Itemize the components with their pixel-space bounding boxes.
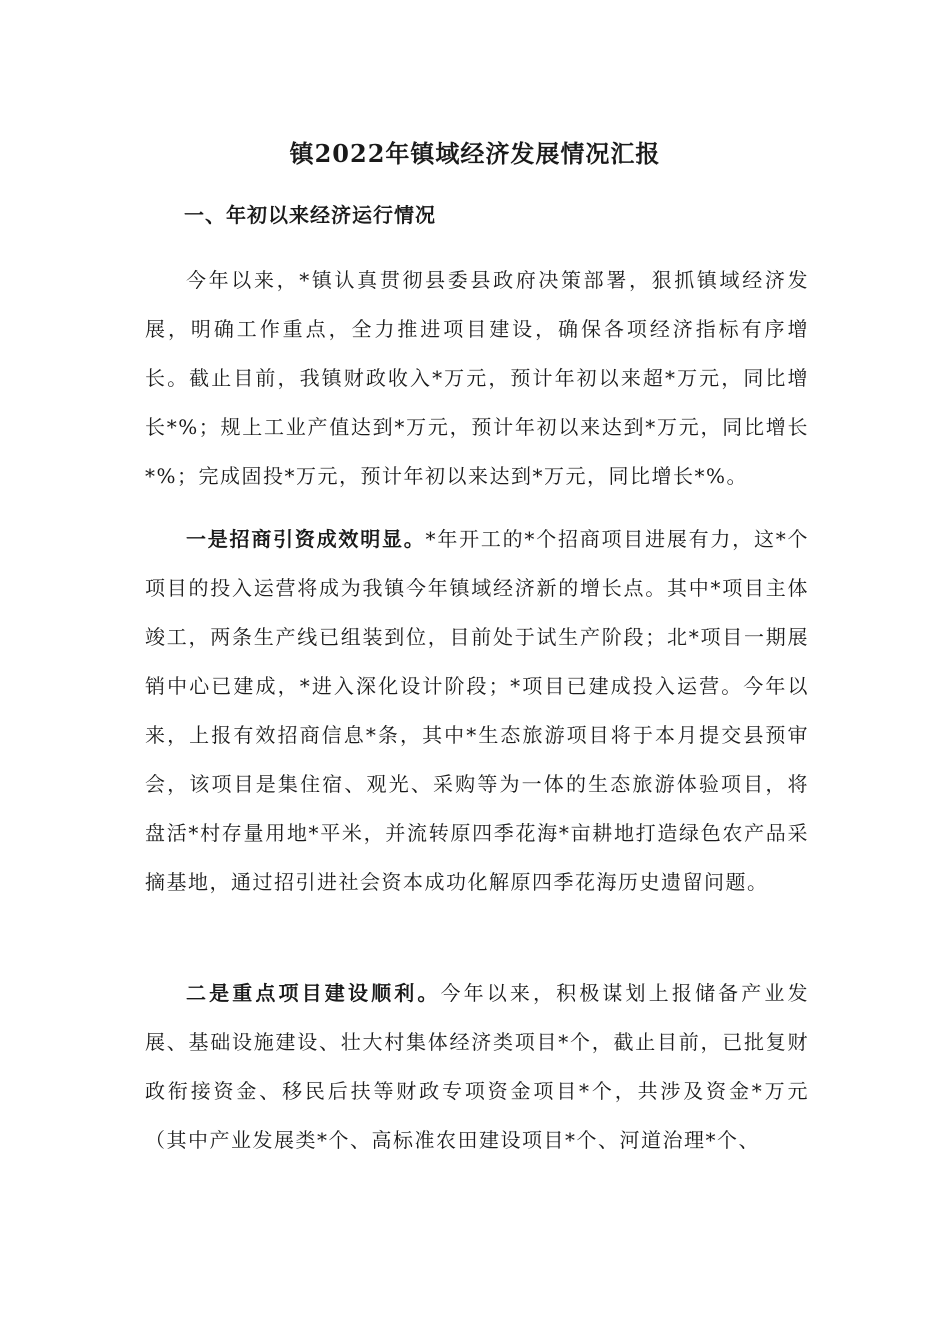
- paragraph-lead: 二是重点项目建设顺利。: [186, 981, 441, 1005]
- document-title: 镇2022年镇域经济发展情况汇报: [289, 139, 661, 168]
- paragraph-text: *年开工的*个招商项目进展有力，这*个项目的投入运营将成为我镇今年镇域经济新的增长点。其中*项目主体竣工，两条生产线已组装到位，目前处于试生产阶段；北*项目一期展销中心已建成，*进入深化设计阶段；*项目已建成投入运营。今年以来，上报有效招商信息*条，其中*生态旅游项目将于本月提交县预审会，该项目是集住宿、观光、采购等为一体的生态旅游体验项目，将盘活*村存量用地*平米，并流转原四季花海*亩耕地打造绿色农产品采摘基地，通过招引进社会资本成功化解原四季花海历史遗留问题。: [145, 527, 810, 894]
- paragraph-economic-overview: [145, 256, 809, 501]
- section-heading: 一、年初以来经济运行情况: [184, 203, 436, 227]
- paragraph-text: 今年以来，*镇认真贯彻县委县政府决策部署，狠抓镇域经济发展，明确工作重点，全力推进项目建设，确保各项经济指标有序增长。截止目前，我镇财政收入*万元，预计年初以来超*万元，同比增长*%；规上工业产值达到*万元，预计年初以来达到*万元，同比增长*%；完成固投*万元，预计年初以来达到*万元，同比增长*%。: [145, 268, 809, 488]
- paragraph-lead: 一是招商引资成效明显。: [186, 527, 426, 551]
- paragraph-key-projects: [145, 969, 809, 1165]
- paragraph-text: 今年以来，积极谋划上报储备产业发展、基础设施建设、壮大村集体经济类项目*个，截止目前，已批复财政衔接资金、移民后扶等财政专项资金项目*个，共涉及资金*万元（其中产业发展类*个、高标准农田建设项目*个、河道治理*个、: [145, 981, 810, 1152]
- paragraph-investment: [145, 515, 809, 907]
